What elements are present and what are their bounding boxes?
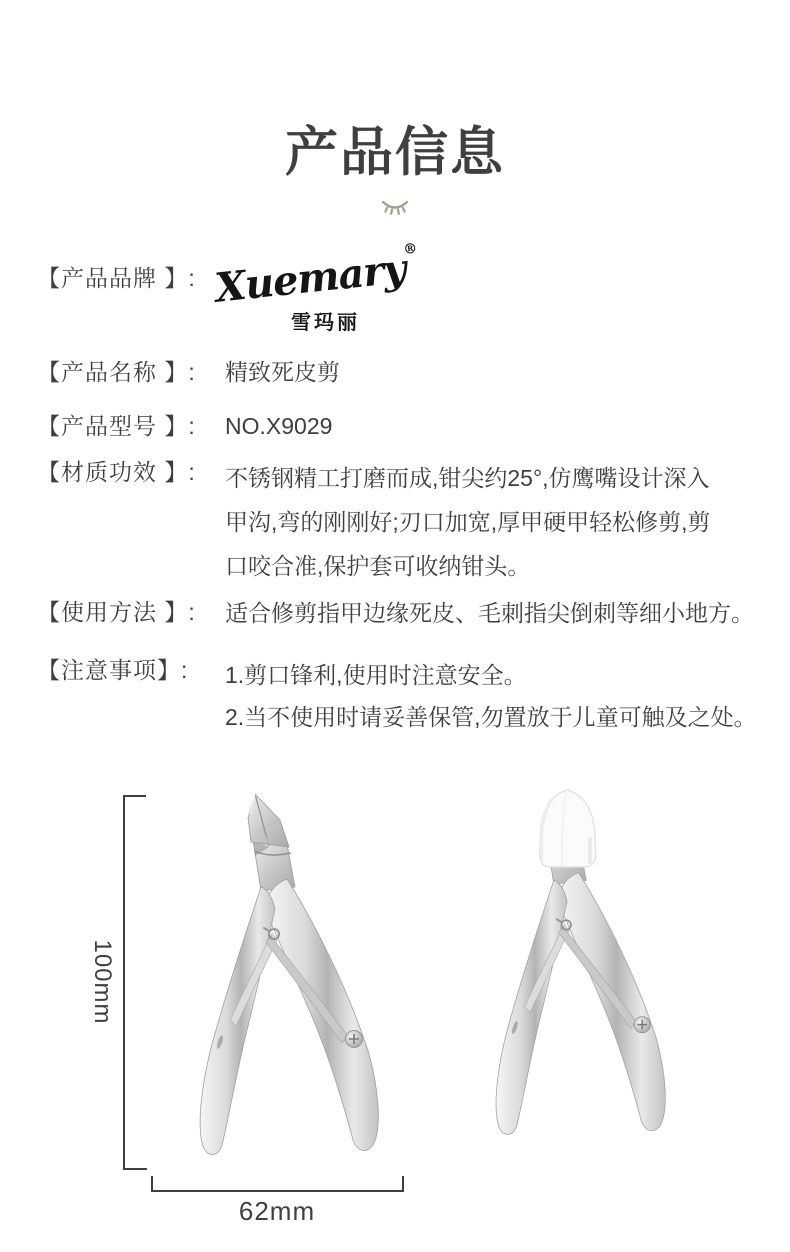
height-dimension-label: 100mm bbox=[89, 939, 116, 1025]
eyelash-icon bbox=[380, 199, 410, 217]
row-label-brand: 【产品品牌 】: bbox=[37, 265, 196, 291]
width-dimension-bracket bbox=[150, 1174, 406, 1194]
material-line-3: 口咬合准,保护套可收纳钳头。 bbox=[225, 553, 531, 579]
info-row-usage bbox=[37, 596, 763, 630]
material-line-1: 不锈钢精工打磨而成,钳尖约25°,仿鹰嘴设计深入 bbox=[225, 465, 710, 491]
row-label-product-name: 【产品名称 】: bbox=[37, 359, 196, 385]
nipper-white-cap bbox=[540, 790, 596, 867]
height-dimension-bracket bbox=[122, 795, 152, 1173]
model-value: NO.X9029 bbox=[225, 413, 333, 439]
info-row-brand bbox=[37, 240, 763, 344]
info-section bbox=[37, 240, 763, 738]
usage-value: 适合修剪指甲边缘死皮、毛刺指尖倒刺等细小地方。 bbox=[225, 600, 754, 626]
row-label-notes: 【注意事项】: bbox=[37, 657, 189, 683]
product-name-value: 精致死皮剪 bbox=[225, 359, 340, 385]
row-label-usage: 【使用方法 】: bbox=[37, 599, 196, 625]
nipper-bare-jaw bbox=[248, 794, 289, 847]
info-row-product-name bbox=[37, 356, 763, 388]
material-line-2: 甲沟,弯的刚刚好;刃口加宽,厚甲硬甲轻松修剪,剪 bbox=[225, 509, 711, 535]
product-image-left-cuticle-nipper bbox=[158, 790, 398, 1175]
nipper-body bbox=[200, 840, 378, 1155]
eyelash-icon-wrap bbox=[0, 199, 790, 217]
registered-trademark-icon: ® bbox=[402, 240, 419, 259]
note-line-2: 2.当不使用时请妥善保管,勿置放于儿童可触及之处。 bbox=[225, 704, 757, 730]
info-row-material bbox=[37, 456, 763, 588]
note-line-1: 1.剪口锋利,使用时注意安全。 bbox=[225, 662, 527, 688]
row-label-material: 【材质功效 】: bbox=[37, 459, 196, 485]
brand-logo bbox=[212, 240, 763, 344]
info-row-model bbox=[37, 410, 763, 442]
notes-value bbox=[225, 654, 763, 738]
nipper-body bbox=[496, 836, 665, 1135]
info-row-notes bbox=[37, 654, 763, 738]
brand-logo-chinese: 雪玛丽 bbox=[291, 312, 360, 334]
row-label-model: 【产品型号 】: bbox=[37, 413, 196, 439]
page-title: 产品信息 bbox=[285, 123, 505, 182]
width-dimension-label: 62mm bbox=[238, 1196, 316, 1226]
material-value bbox=[225, 456, 763, 588]
product-image-right-cuticle-nipper-capped bbox=[456, 781, 684, 1161]
brand-logo-script: Xuemary® bbox=[212, 240, 419, 312]
